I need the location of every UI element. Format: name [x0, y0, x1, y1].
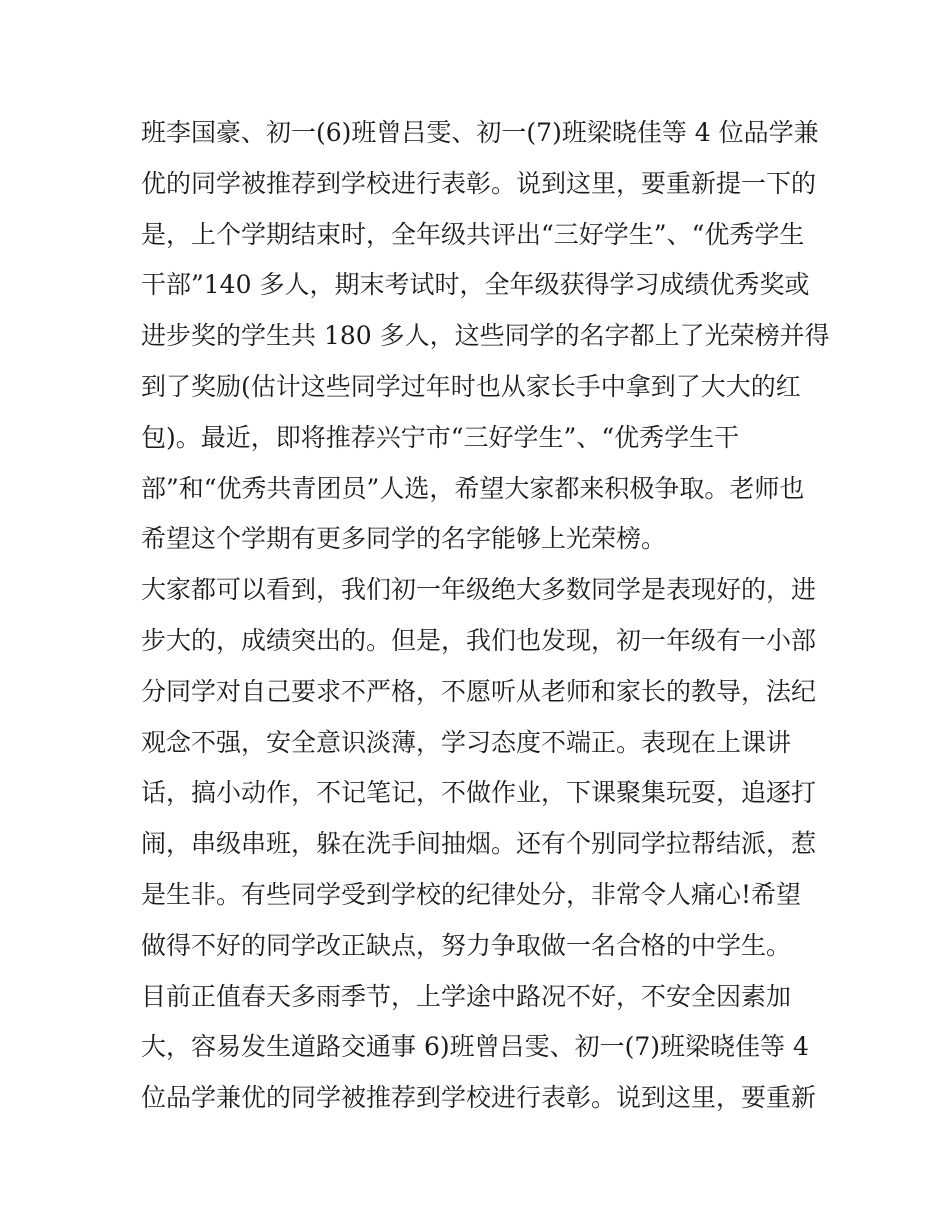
text-line: 干部”140 多人，期末考试时，全年级获得学习成绩优秀奖或 [141, 270, 810, 300]
text-line: 是生非。有些同学受到学校的纪律处分，非常令人痛心!希望 [141, 879, 802, 909]
text-line: 分同学对自己要求不严格，不愿听从老师和家长的教导，法纪 [141, 676, 817, 706]
text-line: 包)。最近，即将推荐兴宁市“三好学生”、“优秀学生干 [141, 422, 740, 452]
text-line: 做得不好的同学改正缺点，努力争取做一名合格的中学生。 [141, 930, 792, 960]
text-line: 话，搞小动作，不记笔记，不做作业，下课聚集玩耍，追逐打 [141, 778, 817, 808]
text-line: 步大的，成绩突出的。但是，我们也发现，初一年级有一小部 [141, 625, 817, 655]
text-line: 目前正值春天多雨季节，上学途中路况不好，不安全因素加 [141, 981, 792, 1011]
text-line: 大家都可以看到，我们初一年级绝大多数同学是表现好的，进 [141, 575, 817, 605]
text-line: 大，容易发生道路交通事 6)班曾吕雯、初一(7)班梁晓佳等 4 [141, 1032, 809, 1062]
text-line: 进步奖的学生共 180 多人，这些同学的名字都上了光荣榜并得 [141, 321, 830, 351]
text-line: 闹，串级串班，躲在洗手间抽烟。还有个别同学拉帮结派，惹 [141, 829, 817, 859]
text-line: 班李国豪、初一(6)班曾吕雯、初一(7)班梁晓佳等 4 位品学兼 [141, 118, 819, 147]
text-line: 希望这个学期有更多同学的名字能够上光荣榜。 [141, 524, 667, 554]
text-line: 是，上个学期结束时，全年级共评出“三好学生”、“优秀学生 [141, 219, 805, 249]
text-line: 位品学兼优的同学被推荐到学校进行表彰。说到这里，要重新 [141, 1083, 817, 1113]
text-line: 观念不强，安全意识淡薄，学习态度不端正。表现在上课讲 [141, 727, 792, 757]
text-line: 到了奖励(估计这些同学过年时也从家长手中拿到了大大的红 [141, 371, 801, 401]
text-line: 优的同学被推荐到学校进行表彰。说到这里，要重新提一下的 [141, 168, 817, 198]
text-line: 部”和“优秀共青团员”人选，希望大家都来积极争取。老师也 [141, 473, 805, 503]
body-text [141, 108, 830, 1124]
